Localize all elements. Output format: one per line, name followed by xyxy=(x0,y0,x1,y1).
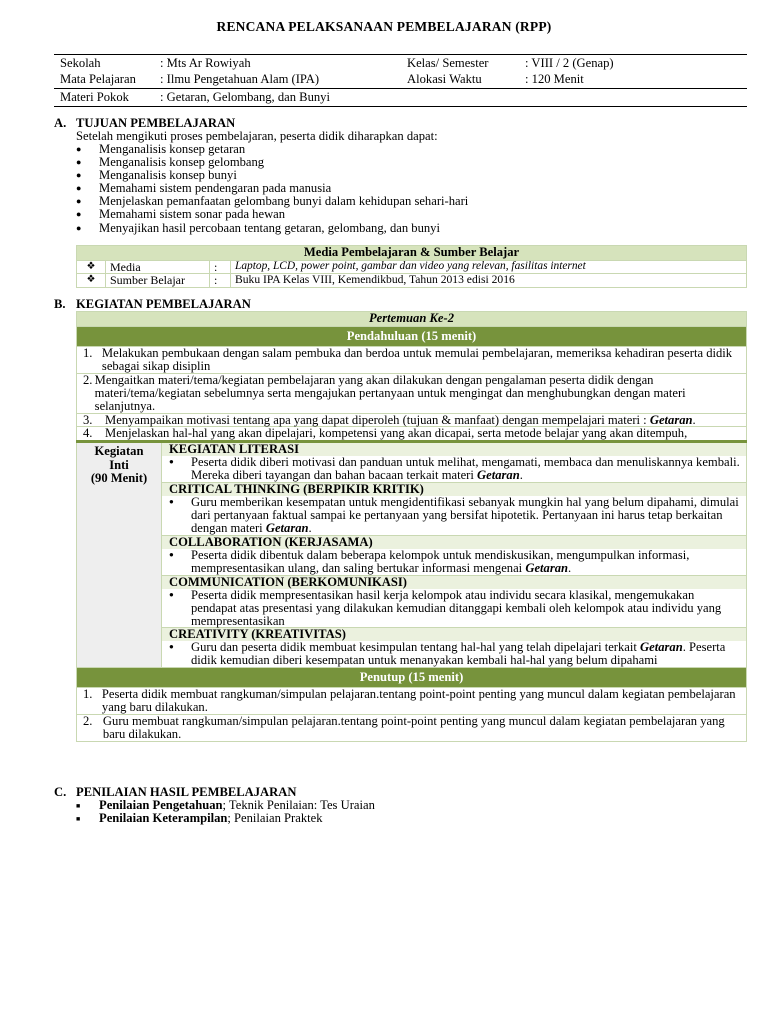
inti-subheading: CREATIVITY (KREATIVITAS) xyxy=(162,627,746,641)
info-row-sekolah xyxy=(54,55,747,72)
inti-item xyxy=(162,641,746,667)
mapel-label: Mata Pelajaran xyxy=(60,72,136,87)
inti-text: Peserta didik diberi motivasi dan panduan untuk melihat, mengamati, membaca dan menuliskannya kembali. Mereka diberi tayangan dan bahan bacaan terkait materi xyxy=(191,455,740,483)
section-b-heading xyxy=(54,298,251,311)
kegiatan-table xyxy=(76,311,747,742)
media-table xyxy=(76,245,747,288)
info-row-materi xyxy=(54,88,747,106)
list-item: ● Menyajikan hasil percobaan tentang getaran, gelombang, dan bunyi xyxy=(76,222,468,235)
list-item xyxy=(76,812,375,825)
inti-item xyxy=(162,456,746,482)
pendahuluan-heading: Pendahuluan (15 menit) xyxy=(77,327,747,347)
table-row xyxy=(77,427,747,442)
inti-after: . Peserta didik kemudian diberi kesempatan untuk menanyakan kembali hal-hal yang belum dipahami xyxy=(191,640,726,668)
kegiatan-inti-row xyxy=(77,442,747,668)
media-label: Media xyxy=(106,260,210,274)
alokasi-label: Alokasi Waktu xyxy=(407,72,482,87)
inti-text: Peserta didik mempresentasikan hasil kerja kelompok atau individu secara klasikal, mengemukakan pendapat atas presentasi yang dilakukan kemudian ditanggapi kembali oleh kelompok atau individu yang mempresentasikan xyxy=(191,587,722,628)
row-text: Peserta didik membuat rangkuman/simpulan pelajaran.tentang point-point penting yang muncul dalam kegiatan pembelajaran yang baru dilakukan. xyxy=(101,687,736,715)
row-number: 4. xyxy=(83,426,93,441)
inti-label-line: Inti xyxy=(109,457,129,472)
inti-emph: Getaran xyxy=(525,560,569,575)
section-b-letter: B. xyxy=(54,297,66,311)
inti-after: . xyxy=(519,468,523,483)
row-number: 3. xyxy=(83,412,93,427)
diamond-bullet-icon: ❖ xyxy=(77,274,106,288)
media-table-heading: Media Pembelajaran & Sumber Belajar xyxy=(77,246,747,261)
inti-subheading: COMMUNICATION (BERKOMUNIKASI) xyxy=(162,575,746,589)
kelas-label: Kelas/ Semester xyxy=(407,55,489,70)
table-row xyxy=(77,347,747,374)
row-number: 2. xyxy=(83,372,93,387)
diamond-bullet-icon: ❖ xyxy=(77,260,106,274)
inti-text: Guru memberikan kesempatan untuk mengidentifikasi sebanyak mungkin hal yang belum dipahami, dimulai dari pertanyaan faktual sampai ke pertanyaan yang bersifat hipotetik. Pertanyaan ini harus tetap berkaitan dengan materi xyxy=(191,495,739,535)
info-table xyxy=(54,54,747,107)
list-item: ● Memahami sistem sonar pada hewan xyxy=(76,208,468,221)
section-a-intro: Setelah mengikuti proses pembelajaran, peserta didik diharapkan dapat: xyxy=(76,129,438,143)
penilaian-bold: Penilaian Pengetahuan xyxy=(99,798,223,812)
materi-value: : Getaran, Gelombang, dan Bunyi xyxy=(160,89,330,104)
inti-label-line: Kegiatan xyxy=(94,444,144,459)
section-c-letter: C. xyxy=(54,785,67,799)
table-row xyxy=(77,715,747,742)
inti-item xyxy=(162,589,746,628)
penilaian-rest: ; Penilaian Praktek xyxy=(227,811,323,825)
document-title: RENCANA PELAKSANAAN PEMBELAJARAN (RPP) xyxy=(216,19,552,34)
list-item: ● Memahami sistem pendengaran pada manusia xyxy=(76,182,468,195)
row-text: Menjelaskan hal-hal yang akan dipelajari, kompetensi yang akan dicapai, serta metode belajar yang akan ditempuh, xyxy=(105,426,688,441)
inti-text: Peserta didik dibentuk dalam beberapa kelompok untuk mendiskusikan, mengumpulkan informasi, mempresentasikan ulang, dan saling bertukar informasi mengenai xyxy=(191,547,690,575)
penilaian-list xyxy=(76,799,375,825)
media-value: Laptop, LCD, power point, gambar dan video yang relevan, fasilitas internet xyxy=(231,260,747,274)
kegiatan-inti-content xyxy=(162,442,747,668)
inti-subheading: COLLABORATION (KERJASAMA) xyxy=(162,535,746,549)
table-row xyxy=(77,413,747,427)
penutup-heading: Penutup (15 menit) xyxy=(77,668,747,688)
inti-emph: Getaran xyxy=(640,640,683,655)
materi-label: Materi Pokok xyxy=(60,89,129,104)
inti-subheading: CRITICAL THINKING (BERPIKIR KRITIK) xyxy=(162,482,746,496)
alokasi-value: : 120 Menit xyxy=(525,72,584,87)
inti-emph: Getaran xyxy=(477,468,520,483)
list-item: ● Menjelaskan pemanfaatan gelombang bunyi dalam kehidupan sehari-hari xyxy=(76,195,468,208)
media-row xyxy=(77,260,747,274)
row-number: 2. xyxy=(83,714,93,729)
inti-text: Guru dan peserta didik membuat kesimpulan tentang hal-hal yang telah dipelajari terkait xyxy=(191,640,637,655)
tujuan-list xyxy=(76,143,468,235)
inti-label-line: (90 Menit) xyxy=(90,470,148,485)
pertemuan-heading: Pertemuan Ke-2 xyxy=(77,312,747,327)
section-a-letter: A. xyxy=(54,116,67,130)
row-text: Melakukan pembukaan dengan salam pembuka dan berdoa untuk memulai pembelajaran, memeriksa kehadiran peserta didik sebagai sikap disiplin xyxy=(101,346,733,373)
row-text-main: Menyampaikan motivasi tentang apa yang dapat diperoleh (tujuan & manfaat) dengan mempelajari materi : xyxy=(105,412,647,427)
penilaian-rest: ; Teknik Penilaian: Tes Uraian xyxy=(222,798,375,812)
list-item: ● Menganalisis konsep gelombang xyxy=(76,156,468,169)
sekolah-label: Sekolah xyxy=(60,55,101,70)
inti-after: . xyxy=(308,520,312,535)
inti-item xyxy=(162,496,746,535)
section-b-title: KEGIATAN PEMBELAJARAN xyxy=(76,297,251,311)
sumber-label: Sumber Belajar xyxy=(106,274,210,288)
list-item: ● Menganalisis konsep getaran xyxy=(76,143,468,156)
row-number: 1. xyxy=(83,346,93,360)
mapel-value: : Ilmu Pengetahuan Alam (IPA) xyxy=(160,72,320,87)
table-row xyxy=(77,373,747,413)
kelas-value: : VIII / 2 (Genap) xyxy=(525,55,614,70)
row-text: Guru membuat rangkuman/simpulan pelajaran.tentang point-point penting yang muncul dalam kegiatan pembelajaran yang baru dilakukan. xyxy=(102,714,725,741)
sumber-colon: : xyxy=(210,274,231,288)
info-row-mapel xyxy=(54,72,747,89)
kegiatan-inti-label xyxy=(77,442,162,668)
inti-item xyxy=(162,549,746,575)
row-text-emph: Getaran xyxy=(649,412,693,427)
list-item: ● Menganalisis konsep bunyi xyxy=(76,169,468,182)
section-c-title: PENILAIAN HASIL PEMBELAJARAN xyxy=(76,785,297,799)
row-text xyxy=(105,414,702,427)
inti-after: . xyxy=(568,560,572,575)
penilaian-bold: Penilaian Keterampilan xyxy=(99,811,228,825)
sumber-value: Buku IPA Kelas VIII, Kemendikbud, Tahun 2013 edisi 2016 xyxy=(231,274,747,288)
sumber-row xyxy=(77,274,747,288)
media-colon: : xyxy=(210,260,231,274)
row-number: 1. xyxy=(83,687,93,702)
row-text-after: . xyxy=(692,412,696,427)
inti-emph: Getaran xyxy=(265,520,309,535)
row-text: Mengaitkan materi/tema/kegiatan pembelajaran yang akan dilakukan dengan pengalaman peserta didik dengan materi/tema/kegiatan sebelumnya serta mengajukan pertanyaan untuk mengingat dan menghubungkan dengan materi selanjutnya. xyxy=(94,372,686,413)
section-a-title: TUJUAN PEMBELAJARAN xyxy=(76,116,236,130)
table-row xyxy=(77,688,747,715)
sekolah-value: : Mts Ar Rowiyah xyxy=(160,55,251,70)
inti-subheading: KEGIATAN LITERASI xyxy=(162,443,746,456)
